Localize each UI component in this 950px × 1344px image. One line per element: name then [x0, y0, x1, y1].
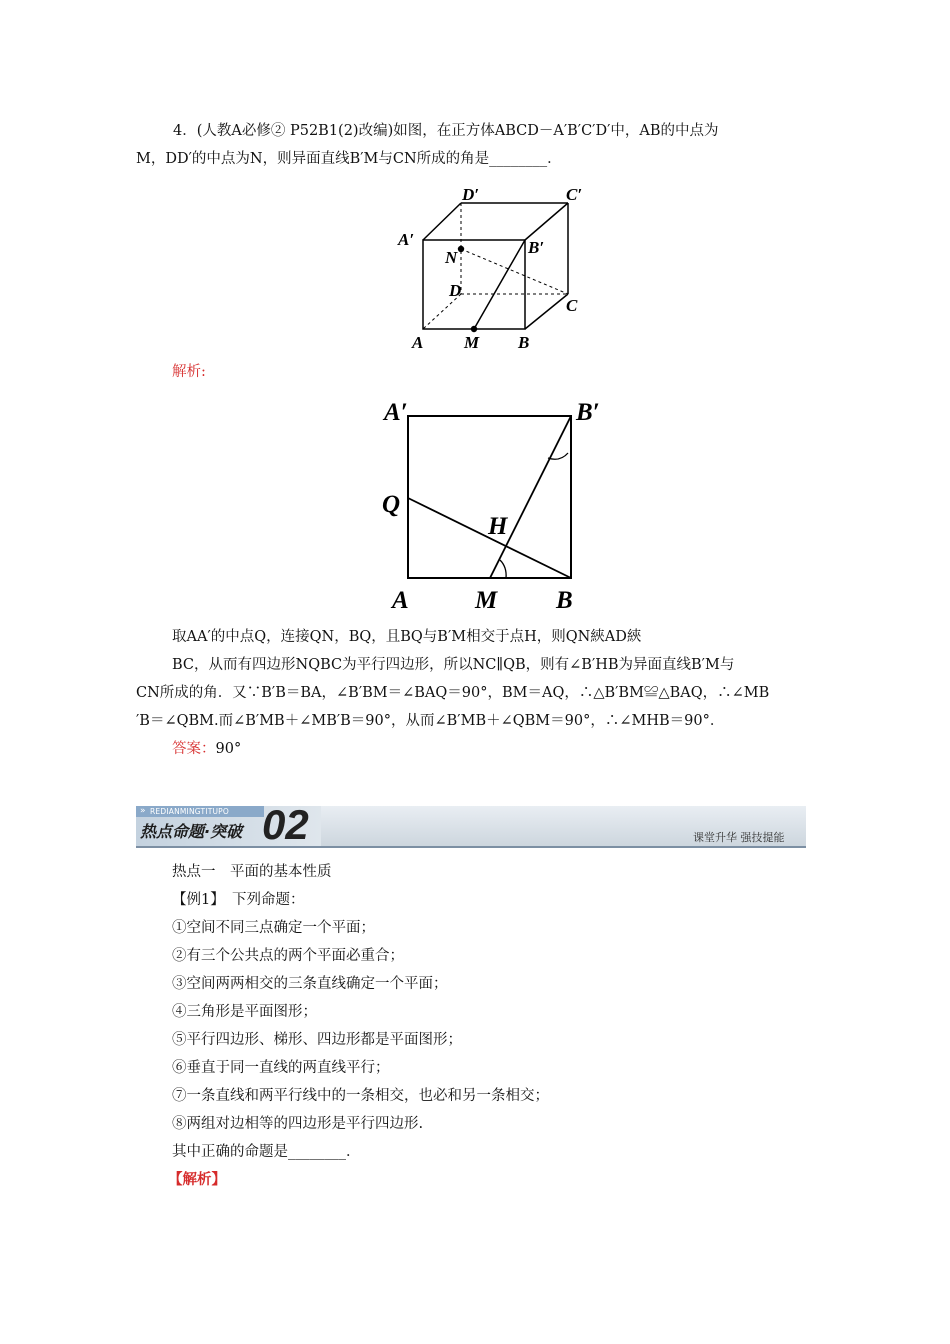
- cube-figure: [390, 183, 600, 355]
- label-a-prime: A′: [398, 230, 415, 249]
- problem4-line2: M，DD′的中点为N，则异面直线B′M与CN所成的角是________．: [136, 151, 562, 167]
- sq-label-a-prime: A′: [384, 399, 408, 426]
- label-b-prime: B′: [528, 238, 545, 257]
- point-m: [471, 326, 477, 332]
- banner-underline: [136, 846, 806, 848]
- analysis-label: 解析:: [172, 364, 206, 380]
- banner-pinyin: REDIANMINGTITUPO: [150, 807, 230, 816]
- answer-line: [172, 739, 241, 759]
- label-d-prime: D′: [462, 185, 480, 204]
- proposition-7: ⑦一条直线和两平行线中的一条相交，也必和另一条相交；: [172, 1088, 549, 1104]
- question-line: 其中正确的命题是________．: [172, 1144, 361, 1160]
- section-heading: 热点一 平面的基本性质: [172, 864, 332, 880]
- sq-label-m: M: [475, 587, 498, 614]
- edge-aprime-dprime: [423, 203, 461, 240]
- square-figure: [380, 392, 615, 614]
- solution-line4: ′B＝∠QBM.而∠B′MB＋∠MB′B＝90°，从而∠B′MB＋∠QBM＝90°，∴∠MHB＝90°．: [136, 713, 725, 729]
- proposition-4: ④三角形是平面图形；: [172, 1004, 317, 1020]
- sq-label-a: A: [392, 587, 409, 614]
- label-c: C: [566, 296, 578, 315]
- answer-value: 90°: [215, 741, 242, 757]
- banner-title: 热点命题·突破: [140, 822, 243, 841]
- label-b: B: [518, 333, 530, 352]
- problem4-line1: 4．(人教A必修② P52B1(2)改编)如图，在正方体ABCD－A′B′C′D′中，AB的中点为: [173, 123, 719, 139]
- label-m: M: [464, 333, 480, 352]
- label-n: N: [445, 248, 458, 267]
- example-analysis-label: 【解析】: [168, 1171, 226, 1188]
- edge-bprime-cprime: [525, 203, 568, 240]
- answer-label: 答案：: [172, 741, 216, 757]
- proposition-1: ①空间不同三点确定一个平面；: [172, 920, 375, 936]
- angle-mark-m: [500, 560, 506, 578]
- section-banner: [136, 801, 806, 848]
- banner-slogan: 课堂升华 强技提能: [693, 831, 785, 844]
- banner-number: 02: [262, 801, 309, 848]
- sq-label-b-prime: B′: [576, 399, 600, 426]
- proposition-8: ⑧两组对边相等的四边形是平行四边形.: [172, 1116, 424, 1132]
- point-n: [458, 246, 464, 252]
- label-d: D: [449, 281, 462, 300]
- solution-line2: BC，从而有四边形NQBC为平行四边形，所以NC∥QB，则有∠B′HB为异面直线B′M与: [172, 657, 735, 673]
- segment-n-c: [461, 249, 568, 294]
- example-label: 【例1】 下列命题：: [172, 892, 305, 908]
- front-face: [423, 240, 525, 329]
- sq-label-q: Q: [382, 491, 401, 518]
- label-c-prime: C′: [566, 185, 583, 204]
- banner-chevrons-icon: »: [140, 806, 146, 816]
- label-a: A: [412, 333, 424, 352]
- square-face: [408, 416, 571, 578]
- proposition-2: ②有三个公共点的两个平面必重合；: [172, 948, 404, 964]
- segment-bprime-m: [490, 416, 571, 578]
- proposition-3: ③空间两两相交的三条直线确定一个平面；: [172, 976, 448, 992]
- solution-line1: 取AA′的中点Q，连接QN，BQ，且BQ与B′M相交于点H，则QN綊AD綊: [172, 629, 642, 645]
- sq-label-h: H: [488, 513, 508, 540]
- proposition-5: ⑤平行四边形、梯形、四边形都是平面图形；: [172, 1032, 462, 1048]
- sq-label-b: B: [556, 587, 573, 614]
- proposition-6: ⑥垂直于同一直线的两直线平行；: [172, 1060, 390, 1076]
- solution-line3: CN所成的角．又∵B′B＝BA，∠B′BM＝∠BAQ＝90°，BM＝AQ，∴△B′BM≌△BAQ，∴∠MB: [136, 685, 770, 701]
- edge-b-c: [525, 294, 568, 329]
- segment-bprime-m: [474, 240, 525, 329]
